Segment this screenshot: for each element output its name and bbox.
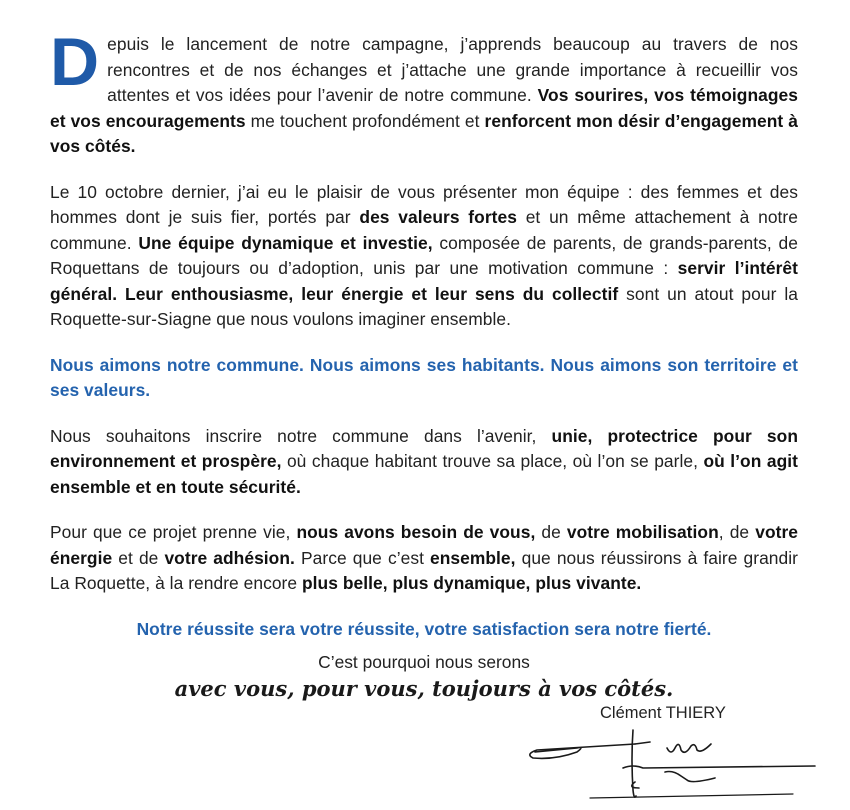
bold-run: unie, protectrice pour son environnement et prospère, bbox=[50, 425, 798, 471]
letter-body bbox=[50, 24, 798, 722]
text-run: composée de parents, de grands-parents, de Roquettans de toujours ou d’adoption, unis par une motivation commune : bbox=[50, 232, 798, 278]
text-run: où chaque habitant trouve sa place, où l’on se parle, bbox=[281, 451, 704, 471]
bold-run: plus belle, plus dynamique, plus vivante. bbox=[302, 573, 642, 593]
text-run: Pour que ce projet prenne vie, bbox=[50, 522, 297, 542]
bold-run: ensemble, bbox=[430, 547, 516, 568]
text-run: et de bbox=[112, 547, 165, 568]
paragraph-team bbox=[50, 180, 798, 333]
signer-name: Clément THIERY bbox=[600, 704, 726, 722]
paragraph-mobilisation bbox=[50, 520, 798, 597]
bold-run: votre énergie bbox=[50, 522, 798, 568]
text-run: sont un atout pour la Roquette-sur-Siagne que nous voulons imaginer ensemble. bbox=[50, 283, 798, 329]
paragraph-love-statement: Nous aimons notre commune. Nous aimons ses habitants. Nous aimons son territoire et ses valeurs. bbox=[50, 354, 798, 400]
bold-run: Vos sourires, vos témoignages et vos encouragements bbox=[50, 85, 798, 131]
text-run: Le 10 octobre dernier, j’ai eu le plaisir de vous présenter mon équipe : des femmes et des hommes dont je suis fier, portés par bbox=[50, 181, 798, 227]
text-run: de bbox=[535, 522, 567, 542]
paragraph-intro bbox=[50, 24, 798, 160]
paragraph-slogan: Notre réussite sera votre réussite, votre satisfaction sera notre fierté. bbox=[136, 618, 712, 639]
text-run: epuis le lancement de notre campagne, j’apprends beaucoup au travers de nos rencontres et de nos échanges et j’attache une grande importance à recueillir vos attentes et vos idées pour l’avenir de notre commune. bbox=[107, 34, 798, 105]
text-run: Nous souhaitons inscrire notre commune dans l’avenir, bbox=[50, 425, 552, 446]
bold-run: Une équipe dynamique et investie, bbox=[138, 232, 433, 253]
text-run: me touchent profondément et bbox=[245, 110, 485, 131]
bold-run: votre adhésion. bbox=[164, 547, 295, 568]
bold-run: où l’on agit ensemble et en toute sécurité. bbox=[50, 451, 798, 497]
text-run: que nous réussirons à faire grandir La Roquette, à la rendre encore bbox=[50, 547, 798, 593]
closing-line-1: C’est pourquoi nous serons bbox=[318, 652, 530, 672]
bold-run: servir l’intérêt général. Leur enthousiasme, leur énergie et leur sens du collectif bbox=[50, 258, 798, 304]
bold-run: votre mobilisation bbox=[566, 522, 719, 542]
text-run: et un même attachement à notre commune. bbox=[50, 207, 798, 253]
signature-image bbox=[515, 728, 825, 808]
closing-line-2: avec vous, pour vous, toujours à vos côtés. bbox=[174, 676, 674, 701]
paragraph-future bbox=[50, 424, 798, 501]
drop-cap: D bbox=[50, 24, 100, 100]
text-run: Parce que c’est bbox=[294, 547, 431, 568]
bold-run: renforcent mon désir d’engagement à vos côtés. bbox=[50, 110, 798, 156]
text-run: , de bbox=[718, 522, 756, 542]
bold-run: des valeurs fortes bbox=[359, 207, 517, 227]
bold-run: nous avons besoin de vous, bbox=[296, 522, 536, 542]
